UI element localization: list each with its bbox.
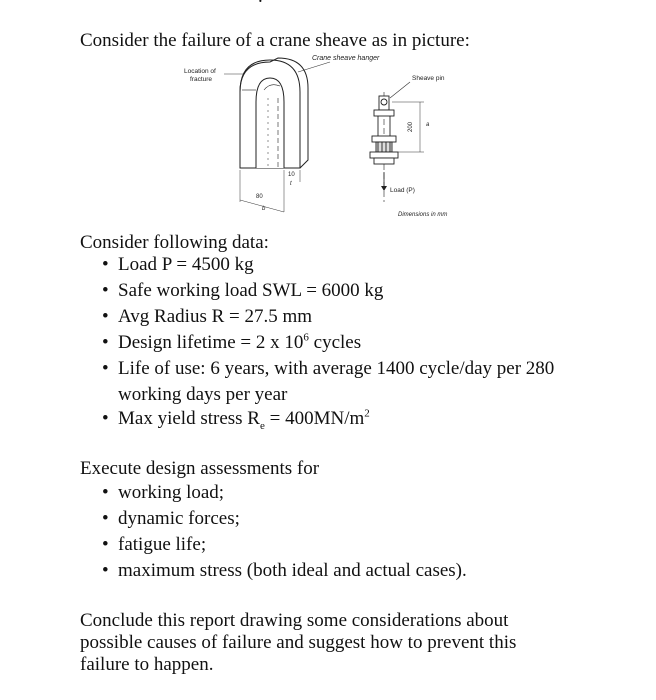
dim-10: 10 [288, 172, 295, 178]
dim-200: 200 [408, 121, 414, 132]
data-item-life-of-use: • Life of use: 6 years, with average 1400 cycle/day per 280 [102, 358, 555, 379]
label-hanger: Crane sheave hanger [312, 55, 380, 62]
data-item-swl: • Safe working load SWL = 6000 kg [102, 280, 384, 301]
assess-item-3: • fatigue life; [102, 534, 207, 555]
assess-item-2: • dynamic forces; [102, 508, 240, 529]
label-fracture-2: fracture [190, 76, 213, 83]
data-item-load: • Load P = 4500 kg [102, 254, 254, 275]
label-pin: Sheave pin [412, 75, 445, 82]
dim-a: a [426, 122, 430, 128]
label-load: Load (P) [390, 187, 415, 194]
data-item-lifetime: • Design lifetime = 2 x $10^6$ cycles [102, 331, 362, 353]
bullet-icon: • [102, 482, 109, 503]
assess-item-1: • working load; [102, 482, 225, 503]
bullet-icon: • [102, 306, 109, 327]
clipped-heading-fragment [258, 0, 263, 8]
bullet-icon: • [102, 508, 109, 529]
data-heading: Consider following data: [80, 232, 269, 253]
hanger-drawing [240, 58, 308, 168]
label-fracture-1: Location of [184, 68, 216, 75]
data-item-yield: • Max yield stress $R_e = 400MN/m^2$ [102, 407, 370, 432]
bullet-icon: • [102, 408, 109, 429]
dim-t: t [290, 181, 292, 187]
assess-heading: Execute design assessments for [80, 458, 320, 479]
data-item-life-of-use-cont: working days per year [118, 384, 288, 405]
assess-item-4: • maximum stress (both ideal and actual cases). [102, 560, 467, 581]
bullet-icon: • [102, 560, 109, 581]
crane-sheave-figure [180, 52, 470, 227]
bullet-icon: • [102, 254, 109, 275]
bullet-icon: • [102, 280, 109, 301]
label-units: Dimensions in mm [398, 212, 448, 218]
data-item-radius: • Avg Radius R = 27.5 mm [102, 306, 313, 327]
conclusion-text: Conclude this report drawing some considerations about possible causes of failure and suggest how to prevent this failure to happen. [80, 610, 517, 675]
bullet-icon: • [102, 358, 109, 379]
dim-80: 80 [256, 194, 263, 200]
bullet-icon: • [102, 534, 109, 555]
bullet-icon: • [102, 332, 109, 353]
intro-text: Consider the failure of a crane sheave as in picture: [80, 30, 470, 51]
dim-b: b [262, 206, 266, 212]
